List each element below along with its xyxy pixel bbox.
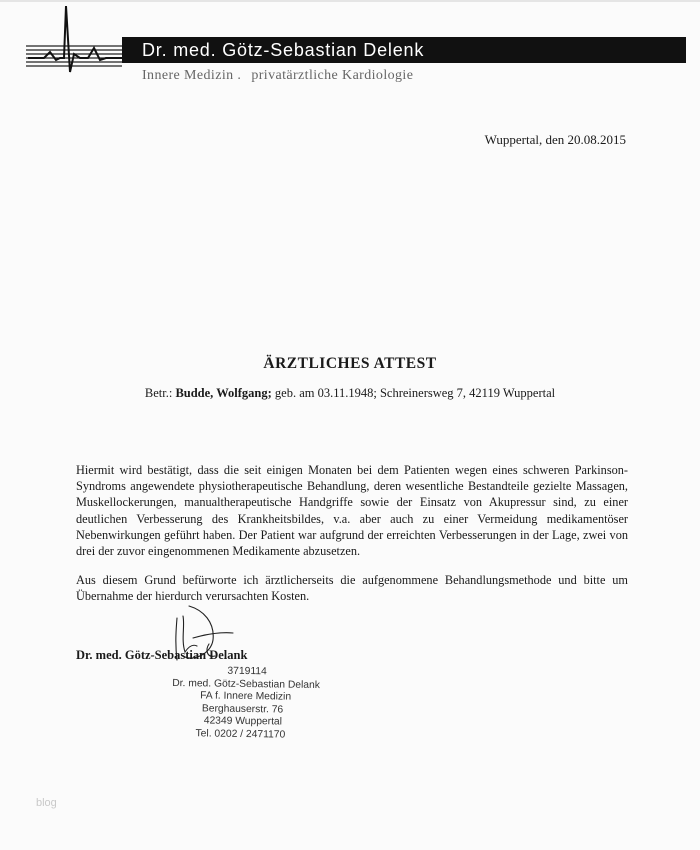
patient-details: geb. am 03.11.1948; Schreinersweg 7, 42119 Wuppertal [274,386,556,400]
stamp-city: 42349 Wuppertal [203,715,283,728]
watermark: blog [36,797,57,809]
stamp-number: 3719114 [227,665,267,678]
letter-body [76,462,628,618]
stamp-doctor-name: Dr. med. Götz-Sebastian Delank [172,677,320,691]
ecg-logo-icon [26,2,136,74]
body-paragraph-2: Aus diesem Grund befürworte ich ärztlicherseits die aufgenommene Behandlungsmethode und bitte um Übernahme der hierdurch verursachten Kosten. [76,573,628,604]
specialty-cardiology: privatärztliche Kardiologie [251,68,414,83]
patient-name: Budde, Wolfgang; [175,386,272,400]
doctor-stamp [171,665,320,742]
reference-line [0,386,700,401]
letterhead-specialty [142,68,413,84]
specialty-internal-medicine: Innere Medizin . [142,68,242,83]
stamp-specialty: FA f. Innere Medizin [200,690,292,703]
letterhead-doctor-name: Dr. med. Götz-Sebastian Delenk [142,40,425,60]
stamp-phone: Tel. 0202 / 2471170 [195,727,286,741]
stamp-street: Berghauserstr. 76 [201,702,284,716]
document-title: ÄRZTLICHES ATTEST [263,355,437,372]
signature-name: Dr. med. Götz-Sebastian Delank [76,648,248,662]
reference-prefix: Betr.: [144,386,173,400]
body-paragraph-1: Hiermit wird bestätigt, dass die seit einigen Monaten bei dem Patienten wegen eines schweren Parkinson-Syndroms angewendete physiotherapeutische Behandlung, deren wesentliche Bestandteile gezielte Massagen, Muskellockerungen, manualtherapeutische Handgriffe sowie der Einsatz von Akupressur sind, zu einer deutlichen Verbesserung des Krankheitsbildes, v.a. aber auch zu einer Vermeidung medikamentöser Nebenwirkungen geführt haben. Der Patient war aufgrund der erreichten Verbesserungen in der Lage, zwei von drei der zuvor eingenommenen Medikamente abzusetzen. [76,463,628,559]
place-date: Wuppertal, den 20.08.2015 [484,132,626,147]
